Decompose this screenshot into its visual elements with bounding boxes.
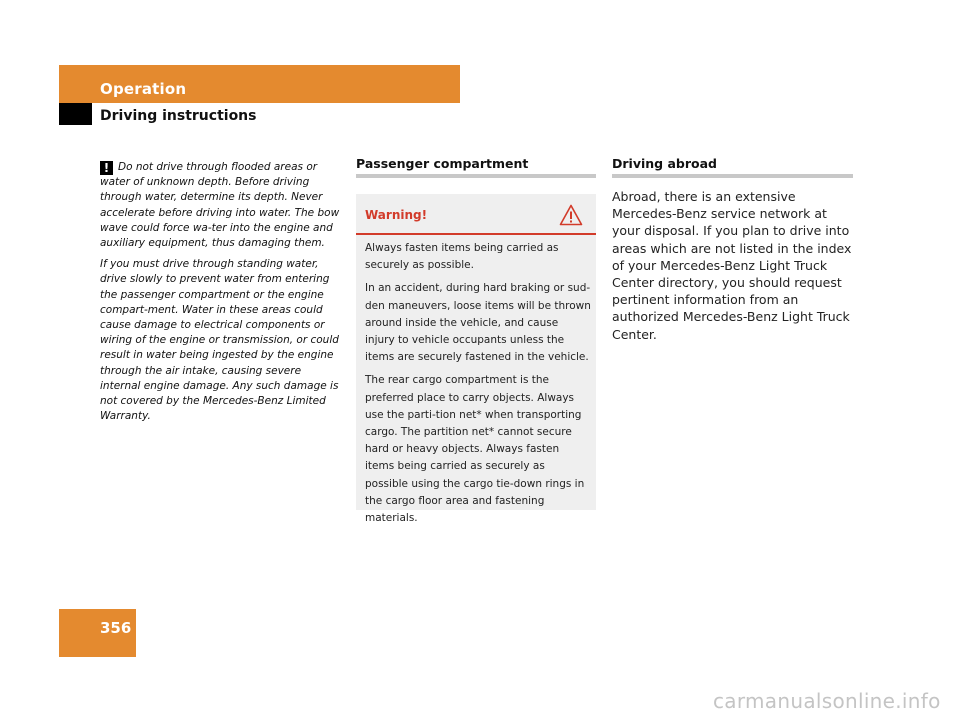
warning-body [365, 240, 591, 533]
exclamation-icon: ! [100, 161, 113, 175]
warning-label: Warning! [365, 208, 428, 222]
note-text-1: Do not drive through flooded areas or water of unknown depth. Before driving through water, determine its depth. Never accelerate before driving into water. The bow wave could force wa-ter into the engine and auxiliary equipment, thus damaging them. [100, 161, 340, 250]
warning-paragraph: Always fasten items being carried as securely as possible. [365, 242, 559, 272]
driving-abroad-heading: Driving abroad [612, 156, 717, 171]
passenger-compartment-heading: Passenger compartment [356, 156, 529, 171]
chapter-title: Operation [100, 80, 187, 98]
section-marker [59, 103, 92, 125]
warning-rule [356, 233, 596, 235]
caution-note [100, 160, 343, 430]
watermark: carmanualsonline.info [713, 689, 941, 713]
heading-rule [612, 174, 853, 178]
page-number: 356 [100, 619, 132, 637]
driving-abroad-text: Abroad, there is an extensive Mercedes-Benz service network at your disposal. If you plan to drive into areas which are not listed in the index of your Mercedes-Benz Light Truck Center directory, you should request pertinent information from an authorized Mercedes-Benz Light Truck Center. [612, 189, 852, 342]
warning-triangle-icon [559, 204, 583, 226]
note-paragraph-1 [100, 160, 343, 251]
warning-paragraph: The rear cargo compartment is the preferred place to carry objects. Always use the parti-tion net* when transporting cargo. The partition net* cannot secure hard or heavy objects. Always fasten items being carried as securely as possible using the cargo tie-down rings in the cargo floor area and fastening materials. [365, 374, 585, 525]
note-paragraph-2: If you must drive through standing water, drive slowly to prevent water from entering the passenger compartment or the engine compart-ment. Water in these areas could cause damage to electrical components or wiring of the engine or transmission, or could result in water being ingested by the engine through the air intake, causing severe internal engine damage. Any such damage is not covered by the Mercedes-Benz Limited Warranty. [100, 258, 339, 423]
warning-box [356, 194, 596, 525]
warning-paragraph: In an accident, during hard braking or sud-den maneuvers, loose items will be thrown around inside the vehicle, and cause injury to vehicle occupants unless the items are securely fastened in the vehicle. [365, 282, 591, 364]
section-title: Driving instructions [100, 108, 257, 124]
heading-rule [356, 174, 596, 178]
